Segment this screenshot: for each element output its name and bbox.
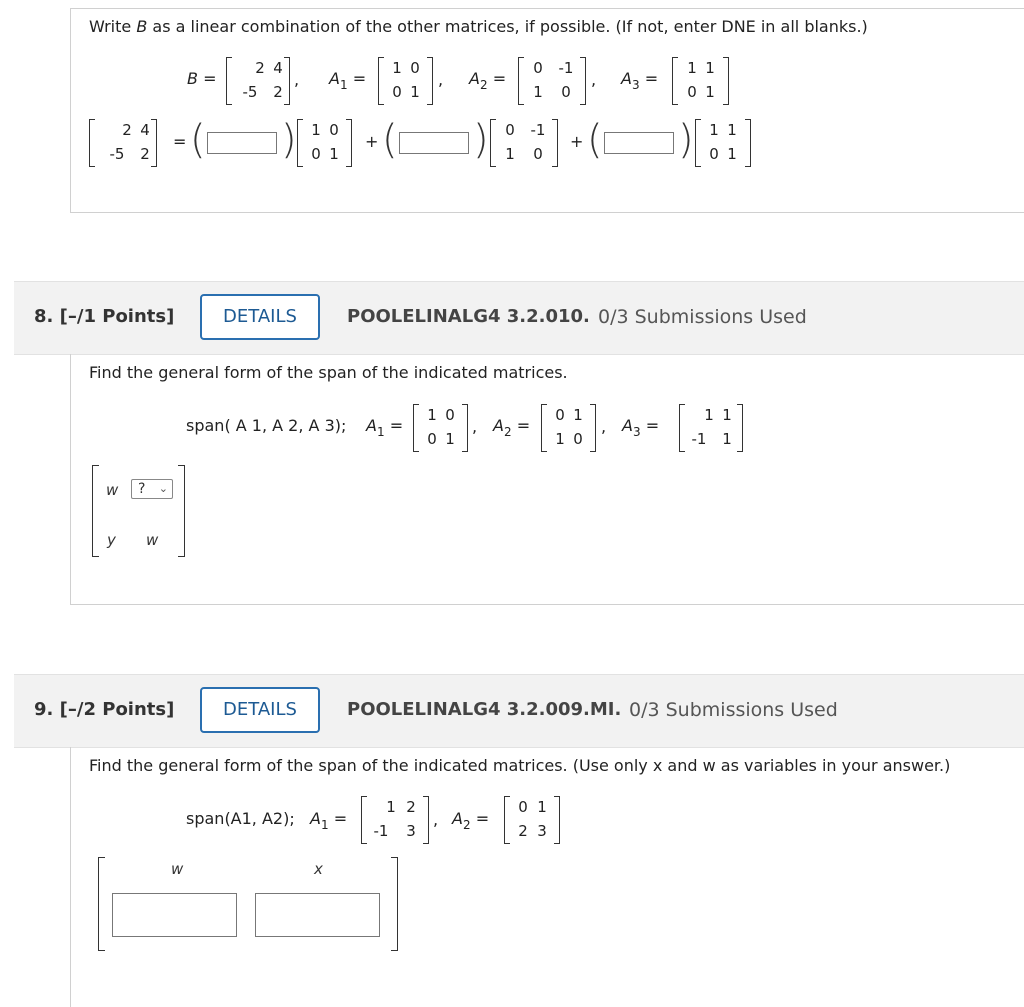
q7-matrix-a2: 0 -1 1 0	[518, 57, 586, 105]
q9-submissions: 0/3 Submissions Used	[629, 699, 838, 721]
q9-a2-label: $A_2$ =	[452, 809, 490, 832]
q9-answer-col2-label: x	[314, 860, 323, 878]
q8-sep-1: ,	[472, 417, 478, 436]
q8-prompt: Find the general form of the span of the indicated matrices.	[89, 363, 568, 382]
q9-a1-label: $A_1$ =	[310, 809, 348, 832]
q7-plus-1: +	[365, 132, 379, 151]
q8-matrix-a1: 1 0 0 1	[413, 404, 468, 452]
q7-coefficient-2-input[interactable]	[399, 132, 469, 154]
q8-source: POOLELINALG4 3.2.010.	[347, 306, 590, 327]
q9-answer-input-1[interactable]	[112, 893, 237, 937]
q7-coefficient-1-input[interactable]	[207, 132, 277, 154]
q7-a3-label: $A_3$ =	[621, 69, 659, 92]
q7-matrix-a1: 1 0 0 1	[378, 57, 433, 105]
q7-b-label: B =	[187, 69, 217, 88]
q8-number: 8. [–/1 Points]	[34, 306, 175, 327]
q9-answer-bracket-left	[98, 857, 105, 951]
q7-equals-sign: =	[173, 132, 187, 151]
q8-submissions: 0/3 Submissions Used	[598, 306, 807, 328]
q7-matrix-b: 2 4 -5 2	[226, 57, 290, 105]
q8-panel	[70, 354, 1024, 605]
q9-answer-input-2[interactable]	[255, 893, 380, 937]
q9-panel	[70, 747, 1024, 1007]
q9-answer-col1-label: w	[171, 860, 184, 878]
q7-prompt: Write B as a linear combination of the other matrices, if possible. (If not, enter DNE in all blanks.)	[89, 17, 868, 36]
q9-number: 9. [–/2 Points]	[34, 699, 175, 720]
q7-paren-open-1: (	[190, 117, 206, 163]
q9-details-button[interactable]: DETAILS	[200, 687, 320, 733]
q8-details-button[interactable]: DETAILS	[200, 294, 320, 340]
q8-matrix-a3: 1 1 -1 1	[679, 404, 743, 452]
q9-prompt: Find the general form of the span of the indicated matrices. (Use only x and w as variables in your answer.)	[89, 756, 951, 775]
q7-paren-close-3: )	[678, 117, 694, 163]
q9-answer-bracket-right	[391, 857, 398, 951]
q8-answer-bracket-left	[92, 465, 99, 557]
q8-header	[14, 281, 1024, 355]
q7-coefficient-3-input[interactable]	[604, 132, 674, 154]
q7-sep-3: ,	[591, 70, 597, 89]
q7-eq-matrix-b: 2 4 -5 2	[89, 119, 157, 167]
q7-a2-label: $A_2$ =	[469, 69, 507, 92]
q9-header	[14, 674, 1024, 748]
q8-answer-bracket-right	[178, 465, 185, 557]
q7-plus-2: +	[570, 132, 584, 151]
q8-sep-2: ,	[601, 417, 607, 436]
q8-a3-label: $A_3$ =	[622, 416, 660, 439]
q7-sep-1: ,	[294, 70, 300, 89]
q8-span-text: span( A 1, A 2, A 3);	[186, 416, 347, 435]
q7-eq-matrix-a2: 0 -1 1 0	[490, 119, 558, 167]
q7-paren-open-2: (	[382, 117, 398, 163]
q7-paren-open-3: (	[587, 117, 603, 163]
q9-matrix-a1: 1 2 -1 3	[361, 796, 429, 844]
q8-answer-dropdown[interactable]: ? ⌄	[131, 479, 173, 499]
q7-paren-close-2: )	[473, 117, 489, 163]
q8-a1-label: $A_1$ =	[366, 416, 404, 439]
q8-answer-r2c2: w	[146, 531, 159, 549]
q7-eq-matrix-a1: 1 0 0 1	[297, 119, 352, 167]
q8-matrix-a2: 0 1 1 0	[541, 404, 596, 452]
q7-a1-label: $A_1$ =	[329, 69, 367, 92]
q7-paren-close-1: )	[281, 117, 297, 163]
q9-matrix-a2: 0 1 2 3	[504, 796, 560, 844]
q9-span-text: span(A1, A2);	[186, 809, 295, 828]
q8-a2-label: $A_2$ =	[493, 416, 531, 439]
q7-sep-2: ,	[438, 70, 444, 89]
q7-matrix-a3: 1 1 0 1	[672, 57, 729, 105]
q7-panel	[70, 8, 1024, 213]
chevron-down-icon: ⌄	[158, 482, 168, 495]
q9-sep-1: ,	[433, 810, 439, 829]
q7-eq-matrix-a3: 1 1 0 1	[695, 119, 751, 167]
q8-answer-r1c1: w	[106, 481, 119, 499]
q8-answer-r2c1: y	[107, 531, 116, 549]
q9-source: POOLELINALG4 3.2.009.MI.	[347, 699, 622, 720]
